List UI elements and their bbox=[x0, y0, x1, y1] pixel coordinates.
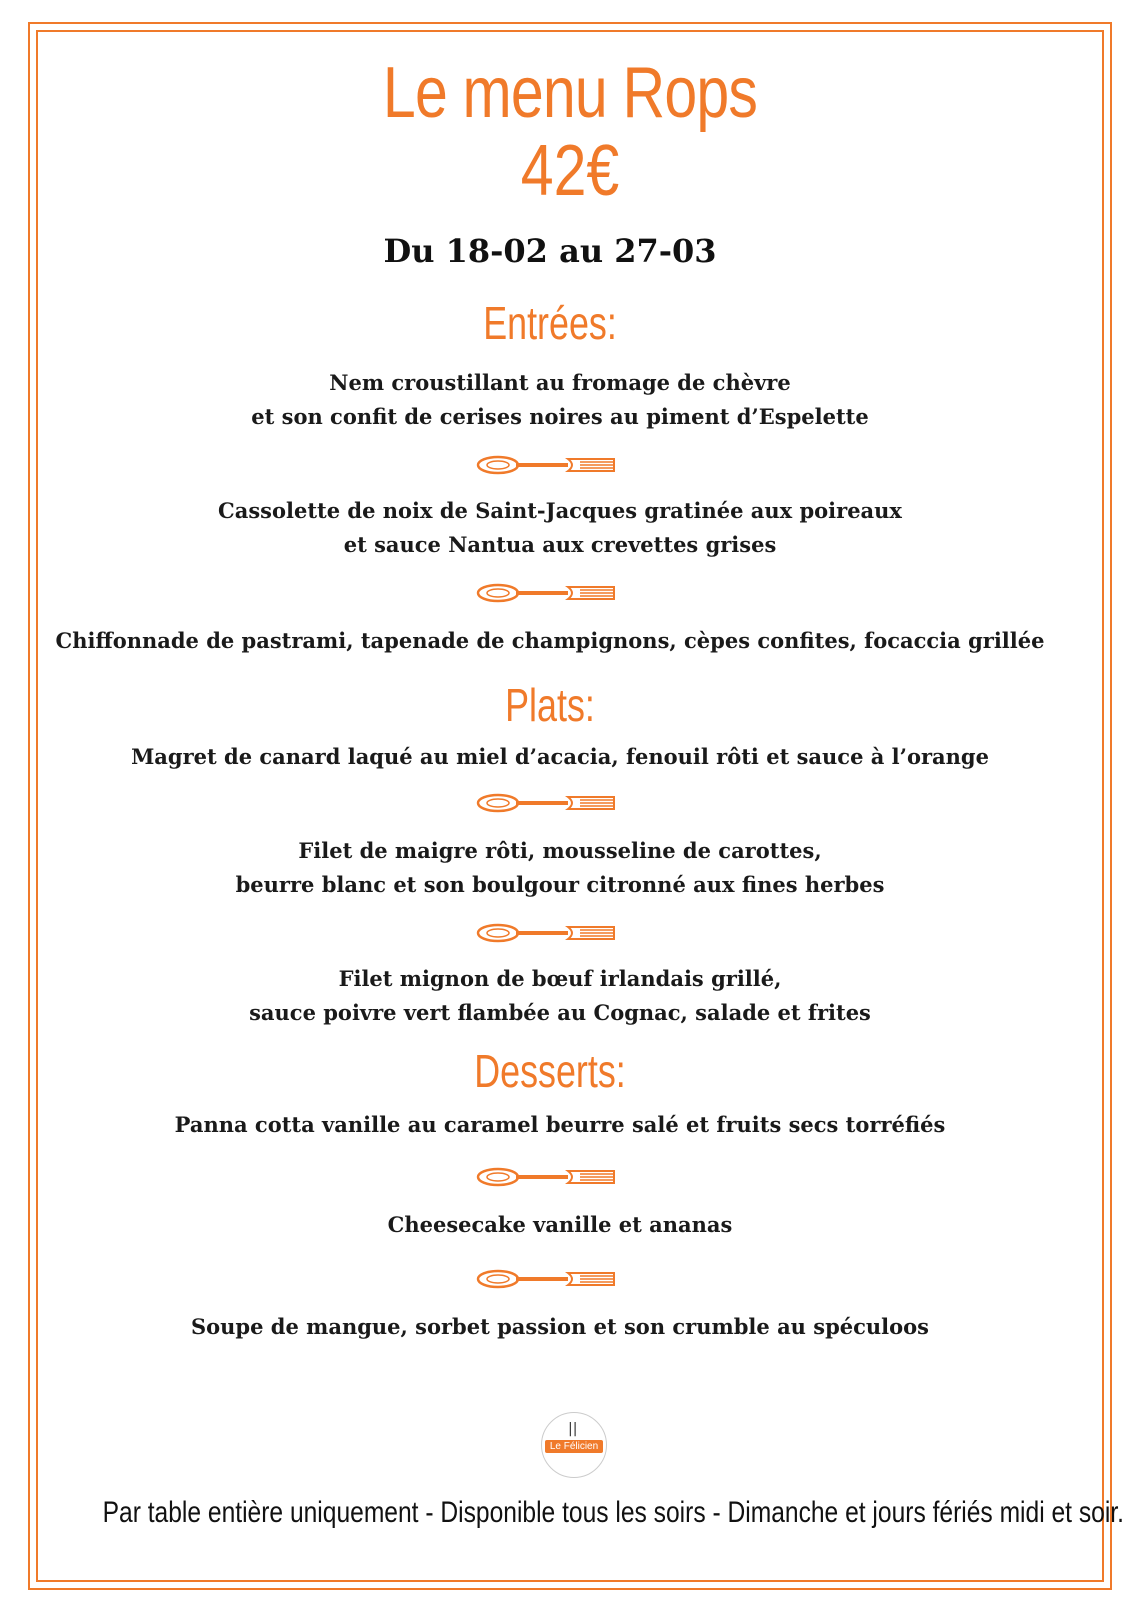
dish-line: beurre blanc et son boulgour citronné aux fines herbes bbox=[235, 872, 885, 897]
restaurant-logo bbox=[541, 1412, 607, 1478]
fork-icon bbox=[476, 920, 618, 946]
dish-line: Panna cotta vanille au caramel beurre salé et fruits secs torréfiés bbox=[174, 1112, 946, 1137]
dish-item bbox=[60, 1310, 1060, 1344]
fork-icon bbox=[476, 790, 618, 816]
logo-name: Le Félicien bbox=[545, 1440, 603, 1453]
fork-icon bbox=[476, 1266, 618, 1292]
fork-icon bbox=[476, 580, 618, 606]
fork-icon bbox=[476, 1164, 618, 1190]
dish-line: sauce poivre vert flambée au Cognac, salade et frites bbox=[249, 1000, 871, 1025]
section-desserts-heading: Desserts: bbox=[474, 1045, 626, 1097]
dish-line: Magret de canard laqué au miel d’acacia, fenouil rôti et sauce à l’orange bbox=[131, 744, 989, 769]
dish-item bbox=[60, 1108, 1060, 1142]
dish-line: Chiffonnade de pastrami, tapenade de champignons, cèpes confites, focaccia grillée bbox=[55, 628, 1045, 653]
dish-line: Filet mignon de bœuf irlandais grillé, bbox=[338, 966, 782, 991]
dish-item bbox=[60, 366, 1060, 434]
footer-note: Par table entière uniquement - Disponible tous les soirs - Dimanche et jours fériés midi et soir. bbox=[102, 1496, 1124, 1529]
dish-line: Cassolette de noix de Saint-Jacques gratinée aux poireaux bbox=[218, 498, 902, 523]
dish-line: et sauce Nantua aux crevettes grises bbox=[343, 532, 777, 557]
dish-line: Filet de maigre rôti, mousseline de carottes, bbox=[298, 838, 822, 863]
dish-item bbox=[60, 1208, 1060, 1242]
dish-item bbox=[20, 624, 1080, 658]
dish-item bbox=[60, 494, 1060, 562]
section-plats-heading: Plats: bbox=[505, 679, 595, 731]
dish-item bbox=[60, 740, 1060, 774]
cutlery-icon: || bbox=[568, 1421, 578, 1437]
menu-price: 42€ bbox=[520, 131, 620, 211]
dish-item bbox=[60, 834, 1060, 902]
menu-dates: Du 18-02 au 27-03 bbox=[383, 232, 717, 270]
dish-line: et son confit de cerises noires au piment d’Espelette bbox=[251, 404, 869, 429]
dish-item bbox=[60, 962, 1060, 1030]
dish-line: Cheesecake vanille et ananas bbox=[387, 1212, 733, 1237]
dish-line: Soupe de mangue, sorbet passion et son crumble au spéculoos bbox=[190, 1314, 929, 1339]
fork-icon bbox=[476, 452, 618, 478]
dish-line: Nem croustillant au fromage de chèvre bbox=[329, 370, 791, 395]
menu-title: Le menu Rops bbox=[382, 53, 758, 133]
section-entrees-heading: Entrées: bbox=[483, 297, 617, 349]
